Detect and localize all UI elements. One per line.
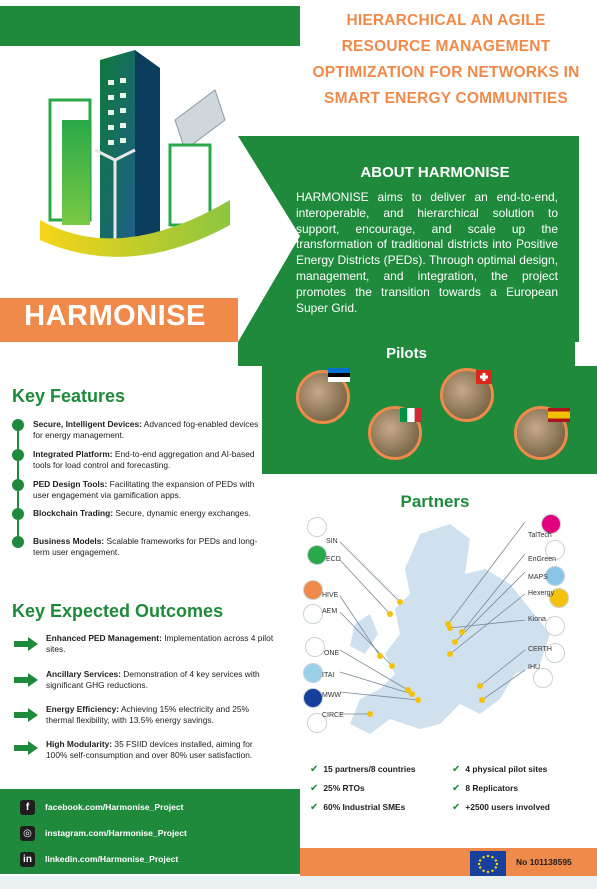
key-outcomes-title: Key Expected Outcomes <box>12 601 224 621</box>
grant-number: No 101138595 <box>516 857 572 867</box>
partner-logo <box>303 663 323 683</box>
partner-logo <box>545 616 565 636</box>
partner-name: EnGreen <box>528 556 557 563</box>
key-feature-item: Integrated Platform: End-to-end aggregation and AI-based tools for load control and forecasting. <box>33 449 255 470</box>
about-title: ABOUT HARMONISE <box>360 164 510 181</box>
social-link-text[interactable]: linkedin.com/Harmonise_Project <box>45 854 179 864</box>
check-icon: ✔ <box>452 764 461 775</box>
key-feature-item: Business Models: Scalable frameworks for PEDs and long-term user engagement. <box>33 536 258 557</box>
page-title: HIERARCHICAL AN AGILE RESOURCE MANAGEMENT OPTIMIZATION FOR NETWORKS IN SMART ENERGY COMMUNITIES <box>312 12 580 107</box>
partner-name: ITAI <box>322 672 335 679</box>
partner-name: MWW <box>322 692 342 699</box>
stat-item: ✔ 60% Industrial SMEs <box>310 802 406 813</box>
linkedin-icon: in <box>20 852 35 867</box>
check-icon: ✔ <box>452 802 461 813</box>
partner-name: IHU <box>528 664 541 671</box>
bottom-strip <box>0 876 597 889</box>
key-feature-item: PED Design Tools: Facilitating the expansion of PEDs with user engagement via gamification apps. <box>33 479 255 500</box>
italy-flag-icon <box>400 408 422 422</box>
key-feature-item: Secure, Intelligent Devices: Advanced fog-enabled devices for energy management. <box>33 419 259 440</box>
outcome-item: Ancillary Services: Demonstration of 4 key services with significant GHG reductions. <box>46 669 260 690</box>
arrow-right-icon <box>14 741 38 755</box>
facebook-link[interactable] <box>20 798 184 816</box>
check-icon: ✔ <box>310 802 319 813</box>
about-text: HARMONISE aims to deliver an end-to-end, interoperable, and hierarchical solution to support, encourage, and scale up the transformation of traditional districts into Positive Energy Districts (PEDs). Through optimal design, management, and integration, the project promotes the transition towards a European Super Grid. <box>296 190 558 315</box>
timeline-dot <box>12 508 24 520</box>
partner-logo <box>303 688 323 708</box>
outcome-item: Energy Efficiency: Achieving 15% electricity and 25% thermal flexibility, with 13.5% energy savings. <box>46 704 249 725</box>
partner-logo <box>305 637 325 657</box>
timeline-dot <box>12 419 24 431</box>
pilots-title: Pilots <box>386 345 427 362</box>
stat-item: ✔ 8 Replicators <box>452 783 518 794</box>
social-link-text[interactable]: facebook.com/Harmonise_Project <box>45 802 184 812</box>
brand-name: HARMONISE <box>24 300 206 332</box>
partner-name: HIVE <box>322 592 339 599</box>
partner-logo <box>533 668 553 688</box>
stat-item: ✔ +2500 users involved <box>452 802 550 813</box>
spain-flag-icon <box>548 408 570 422</box>
eu-flag-icon <box>470 851 506 877</box>
partners-title: Partners <box>400 492 470 511</box>
arrow-right-icon <box>14 637 38 651</box>
check-icon: ✔ <box>310 783 319 794</box>
arrow-right-icon <box>14 708 38 722</box>
partner-name: AEM <box>322 608 338 615</box>
partner-name: SIN <box>326 538 338 545</box>
switzerland-flag-icon <box>476 370 492 384</box>
instagram-link[interactable] <box>20 824 187 842</box>
partner-name: Kiona <box>528 616 546 623</box>
instagram-icon: ◎ <box>20 826 35 841</box>
outcome-item: Enhanced PED Management: Implementation across 4 pilot sites. <box>46 633 274 654</box>
partner-name: CERTH <box>528 646 552 653</box>
partner-name: TalTech <box>528 532 552 539</box>
estonia-flag-icon <box>328 368 350 382</box>
header-green-band <box>0 6 300 46</box>
timeline-dot <box>12 536 24 548</box>
partner-name: MAPS <box>528 574 548 581</box>
outcome-item: High Modularity: 35 FSIID devices installed, aiming for 100% self-consumption and over 80% user satisfaction. <box>46 739 253 760</box>
partner-name: CIRCE <box>322 712 344 719</box>
facebook-icon: f <box>20 800 35 815</box>
partner-name: ONE <box>324 650 340 657</box>
partner-logo <box>303 580 323 600</box>
social-link-text[interactable]: instagram.com/Harmonise_Project <box>45 828 187 838</box>
check-icon: ✔ <box>452 783 461 794</box>
stat-item: ✔ 15 partners/8 countries <box>310 764 416 775</box>
stat-item: ✔ 25% RTOs <box>310 783 365 794</box>
partner-name: ECD <box>326 556 341 563</box>
partner-logo <box>307 517 327 537</box>
partner-logo <box>545 566 565 586</box>
partner-logo <box>541 514 561 534</box>
partner-logo <box>303 604 323 624</box>
timeline-dot <box>12 479 24 491</box>
stat-item: ✔ 4 physical pilot sites <box>452 764 548 775</box>
arrow-right-icon <box>14 673 38 687</box>
partner-name: Hexergy <box>528 590 555 597</box>
key-feature-item: Blockchain Trading: Secure, dynamic energy exchanges. <box>33 508 251 518</box>
partner-logo <box>307 545 327 565</box>
linkedin-link[interactable] <box>20 850 178 868</box>
key-features-title: Key Features <box>12 386 126 406</box>
timeline-dot <box>12 449 24 461</box>
check-icon: ✔ <box>310 764 319 775</box>
